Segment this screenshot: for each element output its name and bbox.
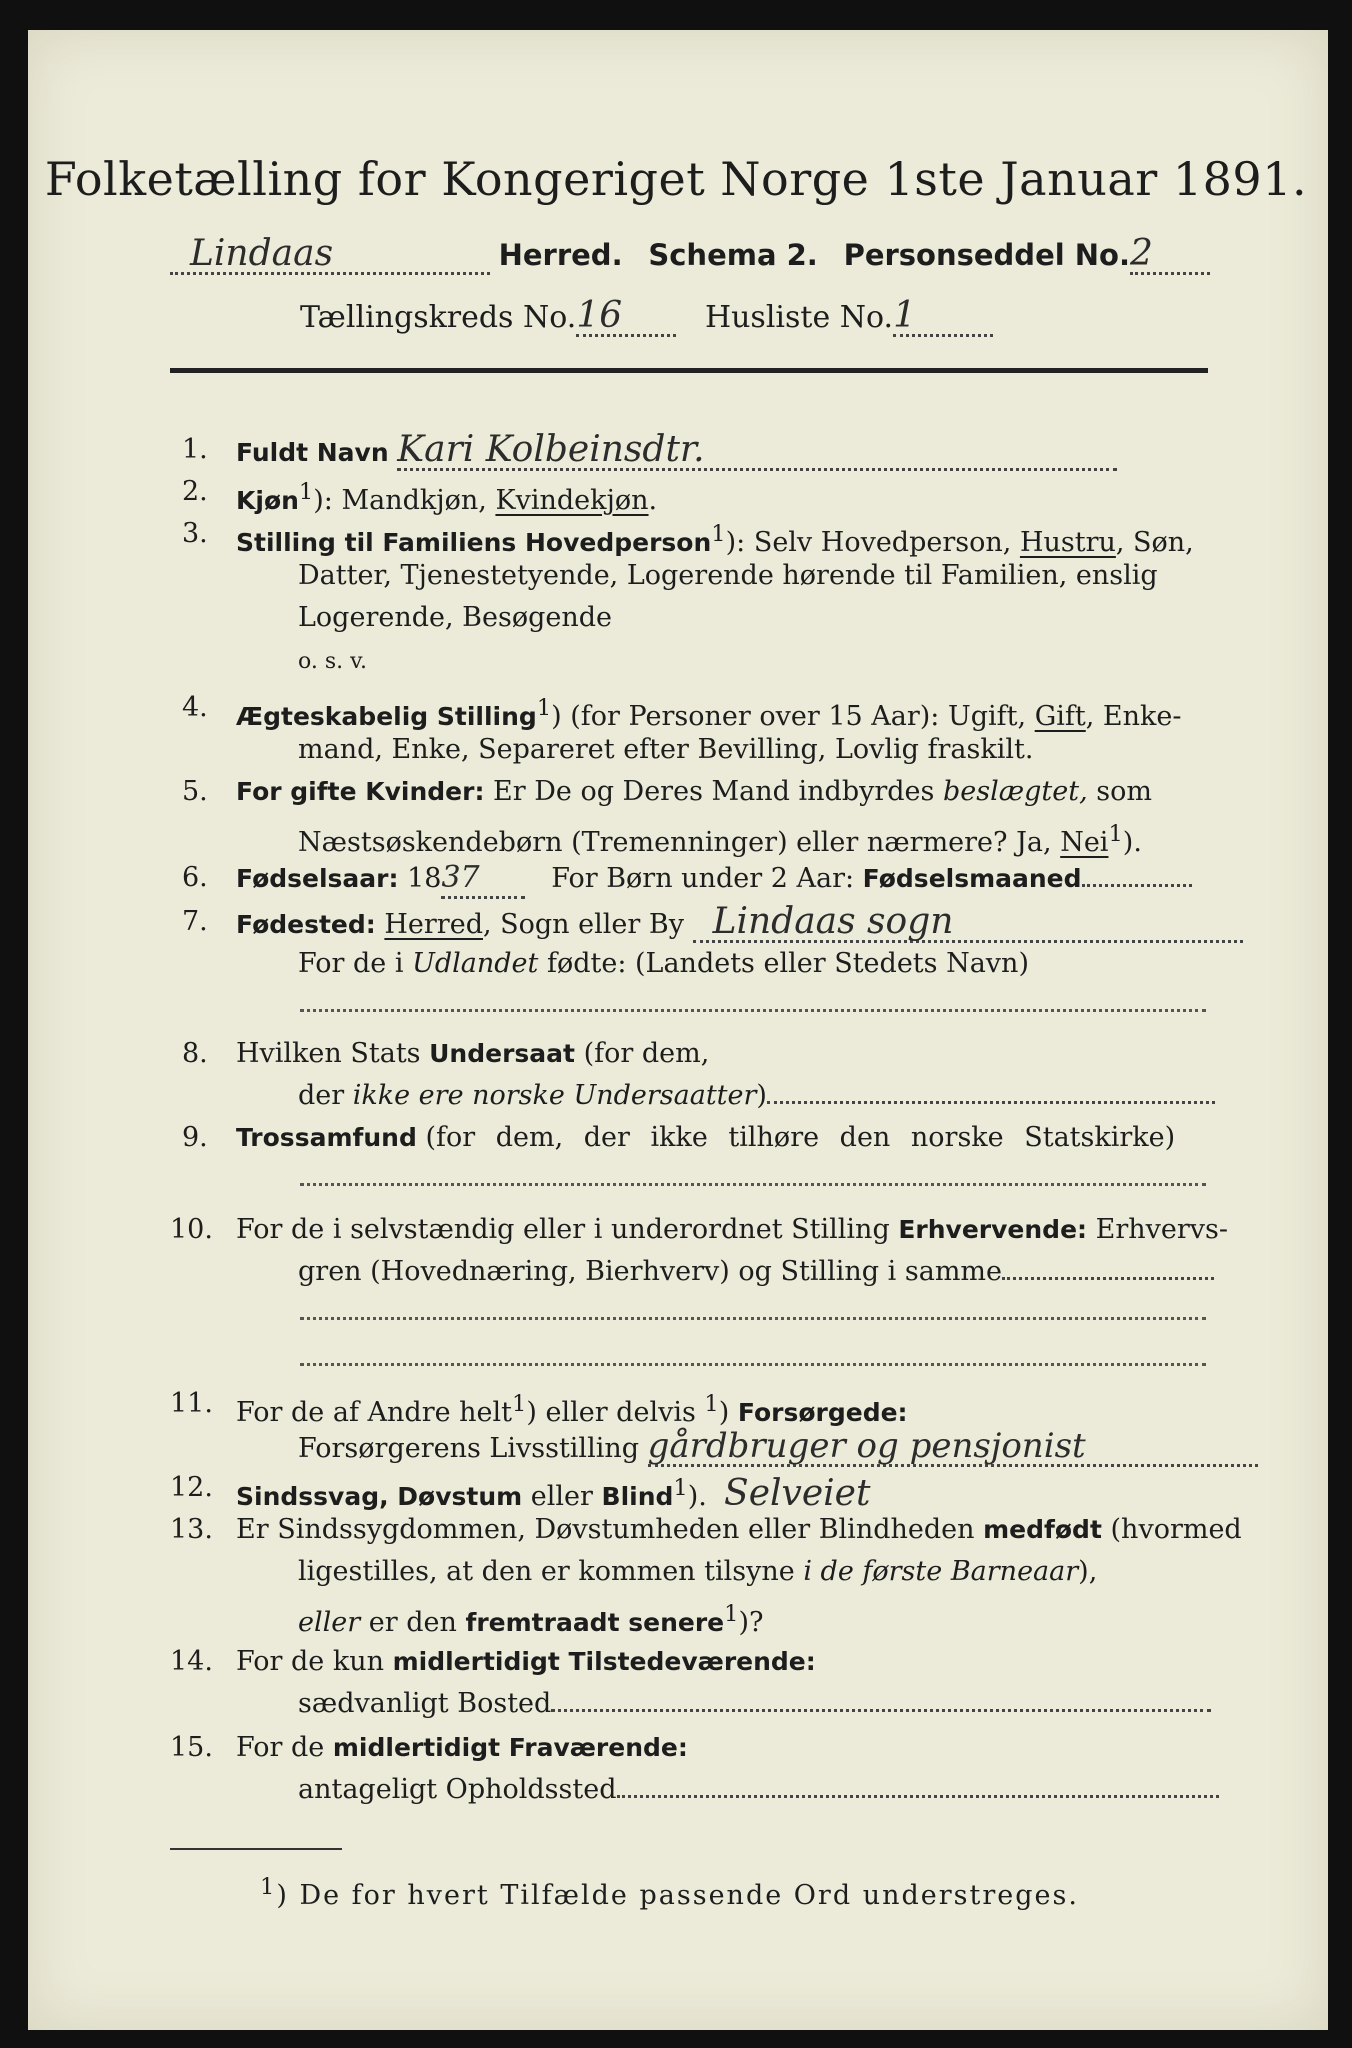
q13-number: 13. [170, 1514, 213, 1545]
q3-number: 3. [182, 518, 208, 549]
q12-footnote-mark: 1 [673, 1475, 688, 1501]
q7-line2-italic: Udlandet [412, 948, 539, 979]
q4-label: Ægteskabelig Stilling [236, 702, 537, 731]
q13-line2 [298, 1554, 1097, 1590]
q11-line2 [298, 1428, 1258, 1467]
q6-label-b: For Børn under 2 Aar: [551, 863, 855, 894]
q7-line2 [298, 946, 1029, 982]
q5-selected: Nei [1060, 827, 1109, 858]
q8-line2 [298, 1078, 1215, 1114]
q12-number: 12. [170, 1472, 213, 1503]
personseddel-value: 2 [1130, 236, 1210, 275]
q10-blank [1002, 1277, 1214, 1280]
q4-selected: Gift [1034, 701, 1086, 732]
q15-text: For de [236, 1732, 325, 1763]
footnote-mark: 1 [260, 1874, 277, 1900]
q14-row [236, 1644, 816, 1680]
q13-footnote-mark: 1 [724, 1601, 739, 1627]
q15-number: 15. [170, 1732, 213, 1763]
q5-line2 [298, 816, 1142, 861]
q10-line2 [298, 1254, 1214, 1290]
q11-footnote-mark-b: 1 [704, 1391, 719, 1417]
q4-text-b: , Enke- [1085, 701, 1182, 732]
header-kreds-line [300, 295, 993, 337]
q11-row [236, 1386, 908, 1431]
q10-number: 10. [170, 1214, 213, 1245]
q11-number: 11. [170, 1388, 213, 1419]
q13-row [236, 1512, 1242, 1548]
q11-text-b: ) eller delvis [526, 1397, 696, 1428]
schema-label: Schema 2. [648, 238, 818, 272]
q8-blank [767, 1101, 1215, 1104]
q9-row [236, 1120, 1175, 1156]
q6-label: Fødselsaar: [236, 864, 399, 893]
q9-label: Trossamfund [236, 1123, 417, 1152]
q14-number: 14. [170, 1646, 213, 1677]
q8-line2-a: der [298, 1080, 345, 1111]
q1-number: 1. [182, 434, 208, 465]
q10-line2-text: gren (Hovednæring, Bierhverv) og Stilling i samme [298, 1256, 1003, 1287]
q5-label: For gifte Kvinder: [236, 777, 485, 806]
q13-line3-b: )? [738, 1607, 764, 1638]
q3-footnote-mark: 1 [711, 521, 726, 547]
q13-line3 [298, 1596, 763, 1641]
q15-line2 [298, 1772, 1219, 1808]
q5-footnote-mark: 1 [1108, 821, 1123, 847]
q4-line2: mand, Enke, Separeret efter Bevilling, Lovlig fraskilt. [298, 734, 1034, 765]
taellingskreds-label: Tællingskreds No. [300, 300, 577, 335]
q8-line2-italic: ikke ere norske Undersaatter [352, 1080, 757, 1111]
q3-line3: Logerende, Besøgende [298, 602, 612, 633]
q2-number: 2. [182, 476, 208, 507]
q8-line2-b: ) [756, 1080, 767, 1111]
q5-row [236, 774, 1152, 810]
q11-line2-text: Forsørgerens Livsstilling [298, 1433, 640, 1464]
q2-row [236, 474, 657, 519]
q4-text-a: ) (for Personer over 15 Aar): Ugift, [551, 701, 1027, 732]
q9-number: 9. [182, 1122, 208, 1153]
taellingskreds-value: 16 [576, 298, 676, 337]
q9-blank-line [300, 1182, 1206, 1186]
q12-row [236, 1470, 870, 1515]
q11-label: Forsørgede: [737, 1398, 908, 1427]
q14-text: For de kun [236, 1646, 384, 1677]
q9-text: (for dem, der ikke tilhøre den norske Statskirke) [425, 1122, 1176, 1153]
header-herred-line [170, 233, 1210, 275]
q2-text: ): Mandkjøn, [313, 485, 487, 516]
q12-value: Selveiet [724, 1473, 871, 1514]
q1-value: Kari Kolbeinsdtr. [397, 432, 1117, 471]
herred-value: Lindaas [170, 236, 490, 275]
q7-line2-a: For de i [298, 948, 404, 979]
q5-end: ). [1122, 827, 1142, 858]
personseddel-label: Personseddel No. [843, 238, 1130, 272]
q3-line4: o. s. v. [298, 649, 367, 674]
herred-label: Herred. [498, 238, 623, 272]
q2-label: Kjøn [236, 486, 299, 515]
q8-row [236, 1036, 709, 1072]
q2-footnote-mark: 1 [298, 479, 314, 505]
q6-value: 37 [441, 860, 525, 899]
q15-row [236, 1730, 688, 1766]
q6-number: 6. [182, 862, 208, 893]
q5-text: Er De og Deres Mand indbyrdes [493, 776, 935, 807]
q12-label: Sindssvag, Døvstum [236, 1482, 523, 1511]
q2-selected: Kvindekjøn [495, 485, 649, 516]
q13-line3-italic: eller [298, 1607, 361, 1638]
q4-number: 4. [182, 692, 208, 723]
q10-text-b: Erhvervs- [1095, 1214, 1229, 1245]
q6-row [236, 860, 1192, 899]
q8-number: 8. [182, 1038, 208, 1069]
q15-label: midlertidigt Fraværende: [332, 1733, 688, 1762]
q5-number: 5. [182, 776, 208, 807]
q12-text: eller [530, 1481, 593, 1512]
q13-line3-a: er den [368, 1607, 457, 1638]
q14-line2 [298, 1686, 1211, 1722]
q8-text: Hvilken Stats [236, 1038, 421, 1069]
q3-text-a: ): Selv Hovedperson, [725, 527, 1012, 558]
q10-row [236, 1212, 1228, 1248]
q10-label: Erhvervende: [898, 1215, 1088, 1244]
q7-blank-line [300, 1008, 1206, 1012]
q8-text-b: (for dem, [583, 1038, 710, 1069]
q13-line2-a: ligestilles, at den er kommen tilsyne [298, 1556, 795, 1587]
q6-prefix: 18 [407, 863, 442, 894]
q1-label: Fuldt Navn [236, 438, 389, 467]
q11-text-c: ) [718, 1397, 730, 1428]
q3-row [236, 516, 1194, 561]
q7-row [236, 901, 1243, 943]
footnote [260, 1874, 1079, 1911]
q12-end: ). [687, 1481, 707, 1512]
q15-line2-text: antageligt Opholdssted [298, 1774, 617, 1805]
q10-blank-line-1 [300, 1316, 1206, 1320]
footnote-rule [170, 1848, 342, 1850]
q11-footnote-mark-a: 1 [512, 1391, 527, 1417]
q7-value: Lindaas sogn [693, 904, 1243, 943]
q13-line2-b: ), [1078, 1556, 1098, 1587]
q7-label: Fødested: [236, 910, 376, 939]
q13-line2-italic: i de første Barneaar [803, 1556, 1079, 1587]
form-title: Folketælling for Kongeriget Norge 1ste Januar 1891. [44, 152, 1308, 206]
q13-text-b: (hvormed [1110, 1514, 1242, 1545]
q1-row [236, 429, 1117, 471]
q11-value: gårdbruger og pensjonist [648, 1428, 1258, 1467]
q3-text-b: , Søn, [1115, 527, 1194, 558]
q5-italic: beslægtet, [942, 776, 1088, 807]
q6-blank [1082, 884, 1192, 887]
q13-text: Er Sindssygdommen, Døvstumheden eller Blindheden [236, 1514, 975, 1545]
q7-selected: Herred [384, 909, 483, 940]
q7-text: , Sogn eller By [482, 909, 684, 940]
q10-blank-line-2 [300, 1362, 1206, 1366]
q2-end: . [648, 485, 658, 516]
q5-line2-text: Næstsøskendebørn (Tremenninger) eller nærmere? Ja, [298, 827, 1052, 858]
header-rule [170, 368, 1208, 373]
q3-label: Stilling til Familiens Hovedperson [236, 528, 712, 557]
q8-label: Undersaat [429, 1039, 575, 1068]
q4-row [236, 690, 1181, 735]
husliste-label: Husliste No. [704, 300, 894, 335]
q7-line2-b: fødte: (Landets eller Stedets Navn) [546, 948, 1029, 979]
q13-label: medfødt [983, 1515, 1102, 1544]
q15-blank [617, 1795, 1219, 1798]
q7-number: 7. [182, 906, 208, 937]
q5-text-b: som [1096, 776, 1152, 807]
q4-footnote-mark: 1 [536, 695, 552, 721]
q3-line2: Datter, Tjenestetyende, Logerende hørende til Familien, enslig [298, 560, 1158, 591]
husliste-value: 1 [893, 298, 993, 337]
q13-line3-bold: fremtraadt senere [465, 1608, 725, 1637]
footnote-text: ) De for hvert Tilfælde passende Ord understreges. [276, 1880, 1079, 1911]
q12-label-b: Blind [601, 1482, 674, 1511]
q3-selected: Hustru [1019, 527, 1116, 558]
q14-blank [551, 1709, 1211, 1712]
q11-text: For de af Andre helt [236, 1397, 513, 1428]
q14-line2-text: sædvanligt Bosted [298, 1688, 552, 1719]
q6-label-c: Fødselsmaaned [862, 864, 1082, 893]
q14-label: midlertidigt Tilstedeværende: [392, 1647, 816, 1676]
q10-text: For de i selvstændig eller i underordnet Stilling [236, 1214, 890, 1245]
